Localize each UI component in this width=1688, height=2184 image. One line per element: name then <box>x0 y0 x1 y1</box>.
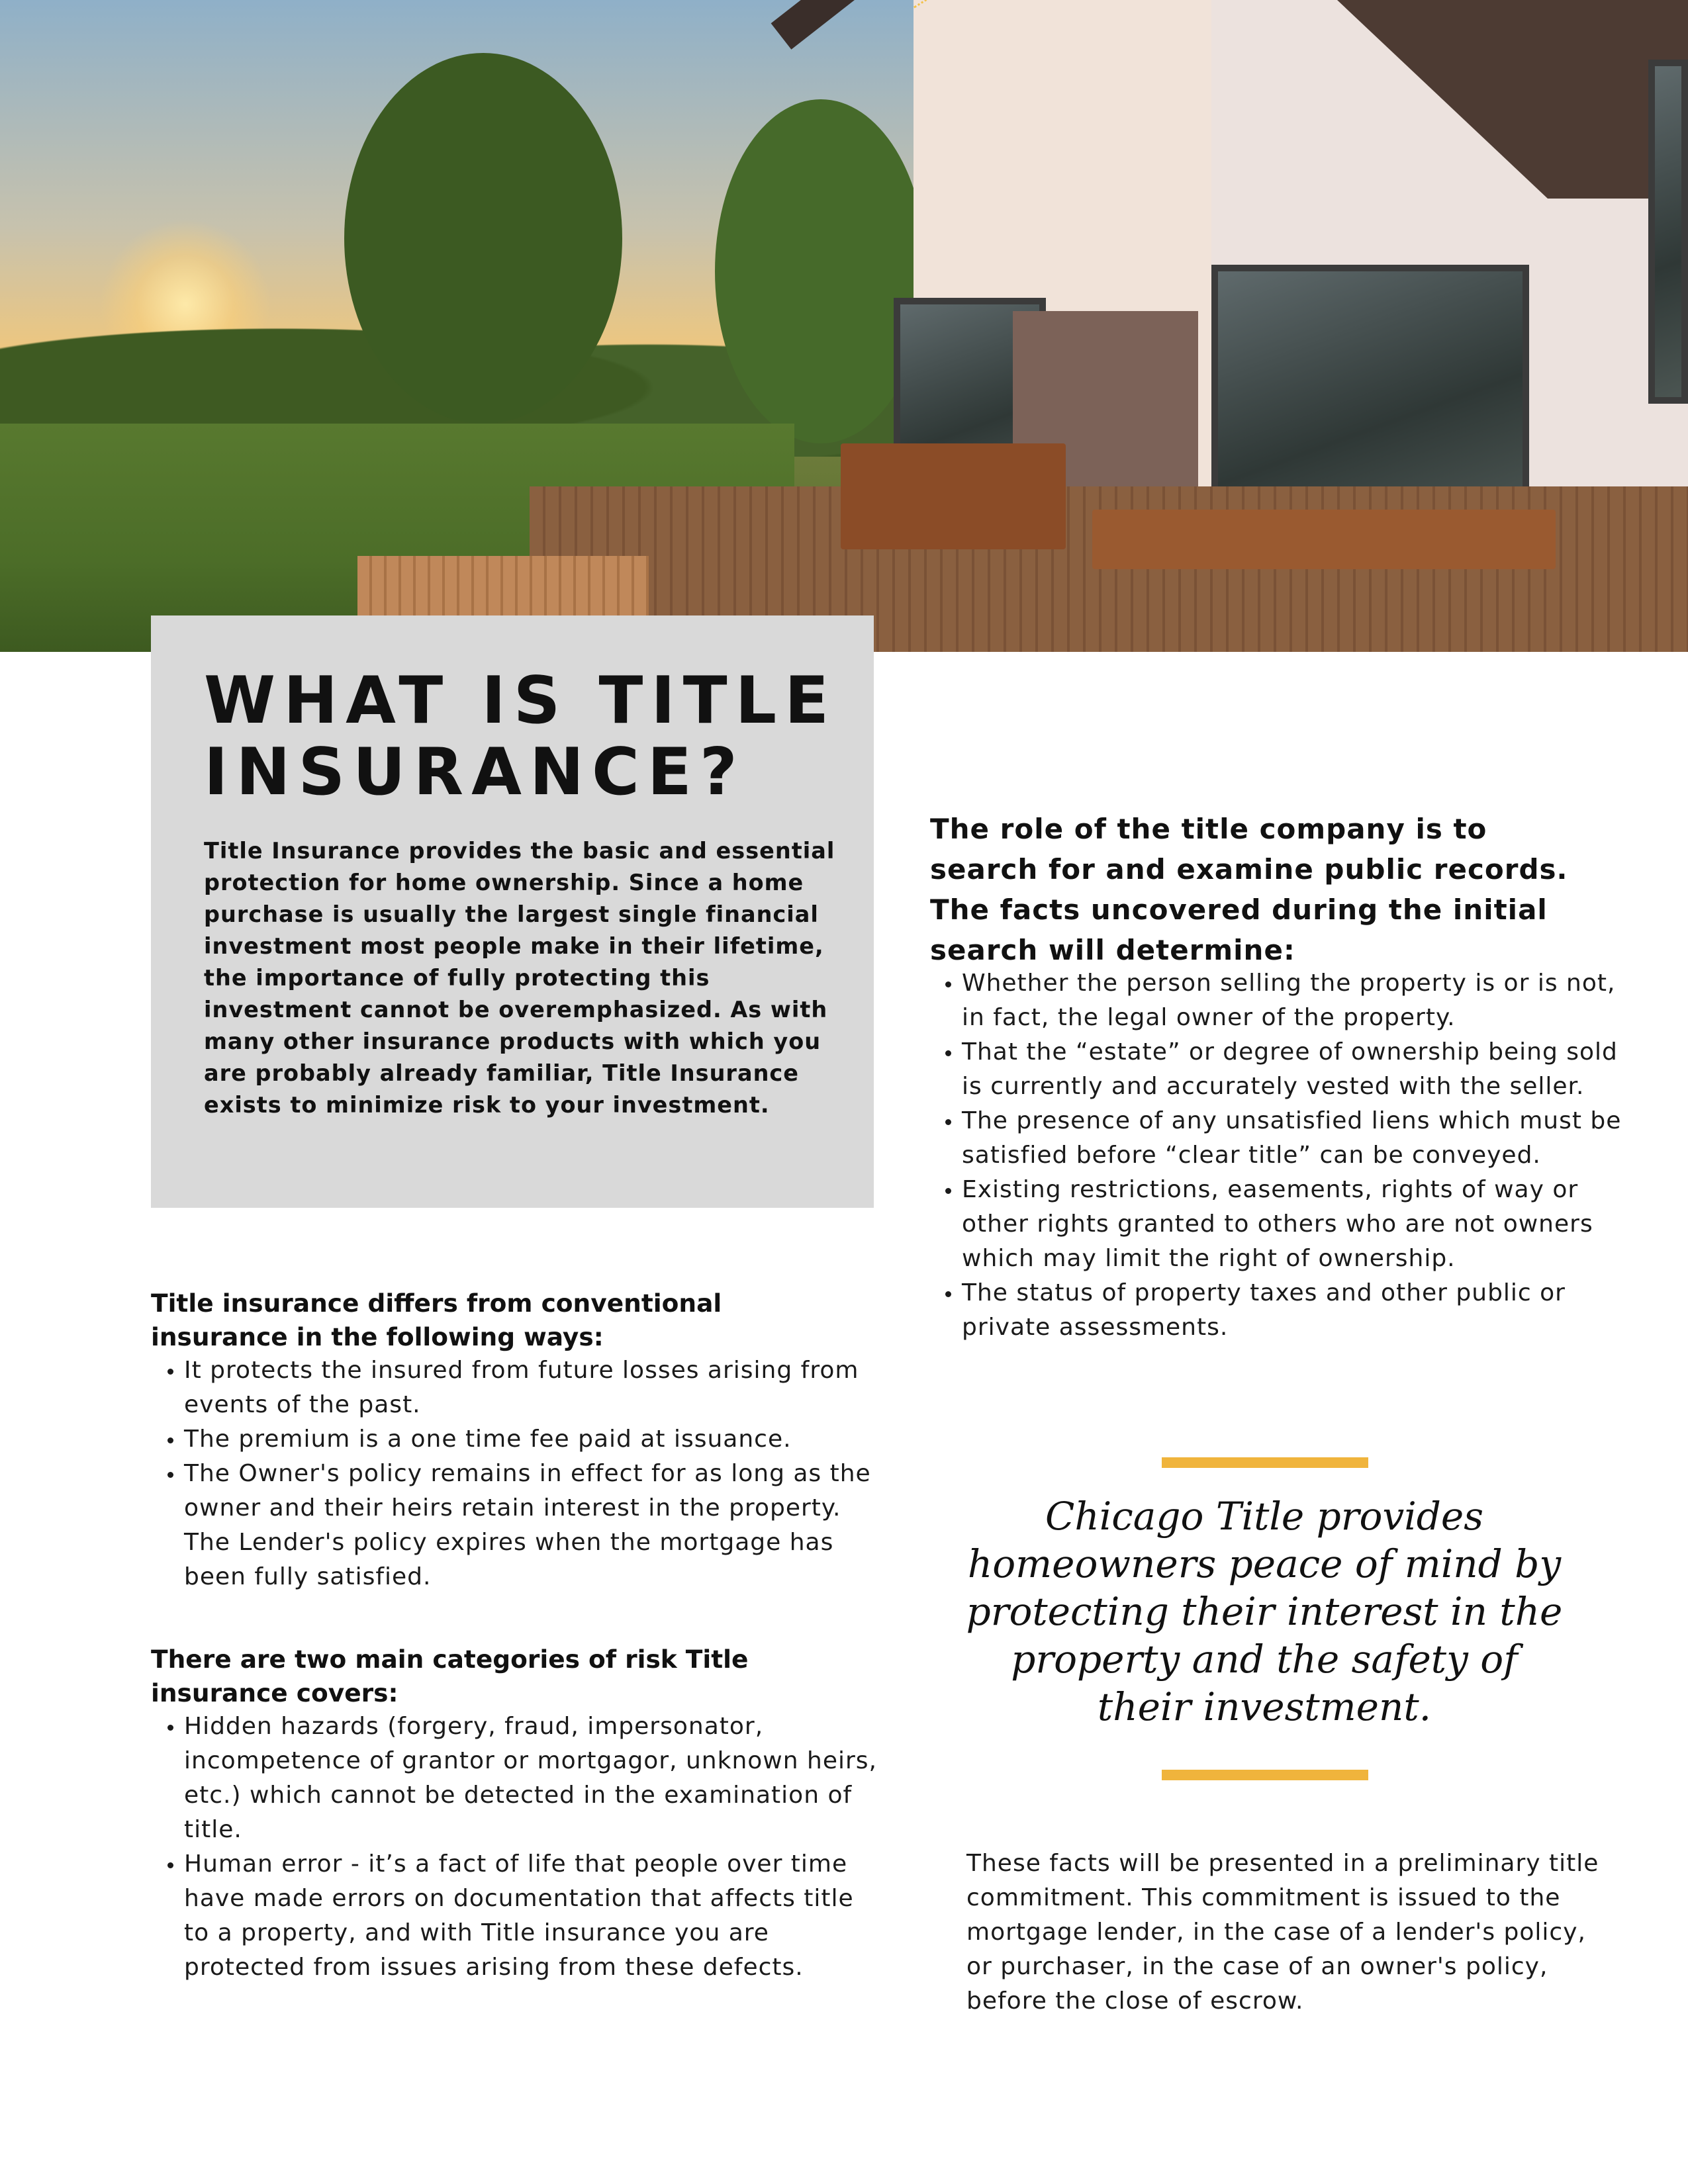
tree <box>344 53 622 424</box>
list-item: • The Owner's policy remains in effect for as long as the owner and their heirs retain interest in the property. The Lender's policy expires when the mortgage has been fully satisfied. <box>184 1457 879 1594</box>
dining-table <box>841 443 1066 549</box>
list-item: • That the “estate” or degree of ownership being sold is currently and accurately vested with the seller. <box>962 1035 1644 1104</box>
list-item: • The status of property taxes and other public or private assessments. <box>962 1276 1644 1345</box>
quote-bottom-rule <box>1162 1770 1368 1780</box>
list-item: • It protects the insured from future losses arising from events of the past. <box>184 1353 879 1422</box>
quote-top-rule <box>1162 1457 1368 1468</box>
intro-paragraph: Title Insurance provides the basic and essential protection for home ownership. Since a home purchase is usually the largest single financial investment most people make in their lifetime, the importance of fully protecting this investment cannot be overemphasized. As with many other insurance products with which you are probably already familiar, Title Insurance exists to minimize risk to your investment. <box>204 838 835 1118</box>
differs-heading: Title insurance differs from conventional insurance in the following ways: <box>151 1289 722 1351</box>
hero-image <box>0 0 1688 652</box>
risks-list <box>152 1709 879 1985</box>
window <box>1211 265 1529 523</box>
list-item: • The premium is a one time fee paid at issuance. <box>184 1422 879 1457</box>
list-item: • Human error - it’s a fact of life that people over time have made errors on documentation that affects title to a property, and with Title insurance you are protected from issues arising from these defects. <box>184 1847 879 1985</box>
differs-list <box>152 1353 879 1594</box>
role-list <box>930 966 1644 1345</box>
page-title: WHAT IS TITLE INSURANCE? <box>204 663 837 810</box>
window <box>1648 60 1688 404</box>
list-item: • The presence of any unsatisfied liens which must be satisfied before “clear title” can be conveyed. <box>962 1104 1644 1173</box>
role-heading: The role of the title company is to search for and examine public records. The facts uncovered during the initial search will determine: <box>930 813 1568 966</box>
closing-paragraph: These facts will be presented in a preliminary title commitment. This commitment is issued to the mortgage lender, in the case of a lender's policy, or purchaser, in the case of an owner's policy, before the close of escrow. <box>966 1850 1599 2015</box>
list-item: • Whether the person selling the property is or is not, in fact, the legal owner of the property. <box>962 966 1644 1035</box>
lounge-chair <box>1092 510 1556 569</box>
risks-heading: There are two main categories of risk Title insurance covers: <box>151 1645 749 1707</box>
list-item: • Hidden hazards (forgery, fraud, impersonator, incompetence of grantor or mortgagor, unknown heirs, etc.) which cannot be detected in the examination of title. <box>184 1709 879 1847</box>
pull-quote: Chicago Title provides homeowners peace of mind by protecting their interest in the property and the safety of their investment. <box>966 1494 1563 1729</box>
list-item: • Existing restrictions, easements, rights of way or other rights granted to others who are not owners which may limit the right of ownership. <box>962 1173 1644 1276</box>
